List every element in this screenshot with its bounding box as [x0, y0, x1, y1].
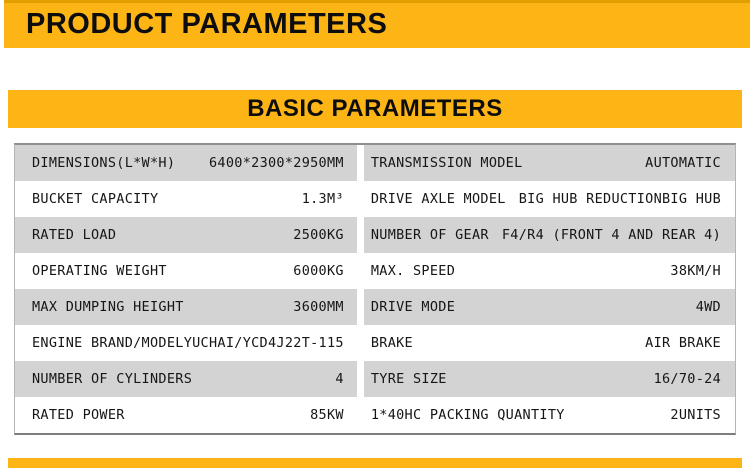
parameter-value: 16/70-24 — [653, 371, 721, 387]
parameter-value: BIG HUB REDUCTIONBIG HUB — [518, 191, 721, 207]
parameter-value: 4WD — [695, 299, 721, 315]
parameter-label: RATED POWER — [32, 407, 125, 423]
parameter-label: TRANSMISSION MODEL — [370, 155, 523, 171]
product-parameters-banner — [4, 0, 750, 48]
parameter-label: DRIVE AXLE MODEL — [370, 191, 506, 207]
table-row — [15, 217, 357, 253]
parameter-label: NUMBER OF CYLINDERS — [32, 371, 193, 387]
table-row — [15, 325, 357, 361]
basic-parameters-banner — [8, 90, 742, 128]
table-row — [364, 289, 735, 325]
parameter-value: 4 — [335, 371, 344, 387]
parameter-value: AUTOMATIC — [645, 155, 721, 171]
table-row — [364, 217, 735, 253]
basic-parameters-title: BASIC PARAMETERS — [247, 95, 503, 122]
parameter-value: F4/R4 (FRONT 4 AND REAR 4) — [501, 227, 721, 243]
parameter-value: 2500KG — [293, 227, 344, 243]
table-row — [364, 253, 735, 289]
table-row — [364, 361, 735, 397]
parameter-label: MAX DUMPING HEIGHT — [32, 299, 184, 315]
parameter-value: YUCHAI/YCD4J22T-115 — [183, 335, 344, 351]
table-row — [15, 253, 357, 289]
table-row — [15, 289, 357, 325]
table-row — [364, 397, 735, 433]
product-parameters-title: PRODUCT PARAMETERS — [26, 7, 388, 40]
parameter-label: OPERATING WEIGHT — [32, 263, 167, 279]
parameter-label: 1*40HC PACKING QUANTITY — [370, 407, 565, 423]
parameter-label: DIMENSIONS(L*W*H) — [32, 155, 176, 171]
parameters-table-right — [364, 145, 735, 433]
table-row — [15, 397, 357, 433]
table-row — [15, 361, 357, 397]
parameter-label: BUCKET CAPACITY — [32, 191, 159, 207]
parameter-label: BRAKE — [370, 335, 413, 351]
table-row — [364, 145, 735, 181]
table-row — [15, 145, 357, 181]
parameter-label: MAX. SPEED — [370, 263, 456, 279]
table-row — [15, 181, 357, 217]
table-row — [364, 181, 735, 217]
parameter-value: 38KM/H — [670, 263, 721, 279]
parameters-table-left — [15, 145, 357, 433]
parameter-value: 6400*2300*2950MM — [209, 155, 344, 171]
parameter-label: ENGINE BRAND/MODEL — [32, 335, 184, 351]
parameter-label: DRIVE MODE — [370, 299, 456, 315]
next-section-banner-edge — [8, 458, 742, 468]
parameter-value: 2UNITS — [670, 407, 721, 423]
parameter-value: 85KW — [310, 407, 344, 423]
parameter-value: 1.3M³ — [301, 191, 344, 207]
parameter-label: RATED LOAD — [32, 227, 117, 243]
parameter-label: NUMBER OF GEAR — [370, 227, 489, 243]
parameter-value: 3600MM — [293, 299, 344, 315]
parameter-label: TYRE SIZE — [370, 371, 447, 387]
parameter-value: 6000KG — [293, 263, 344, 279]
parameters-table — [14, 143, 736, 435]
table-row — [364, 325, 735, 361]
parameter-value: AIR BRAKE — [645, 335, 721, 351]
